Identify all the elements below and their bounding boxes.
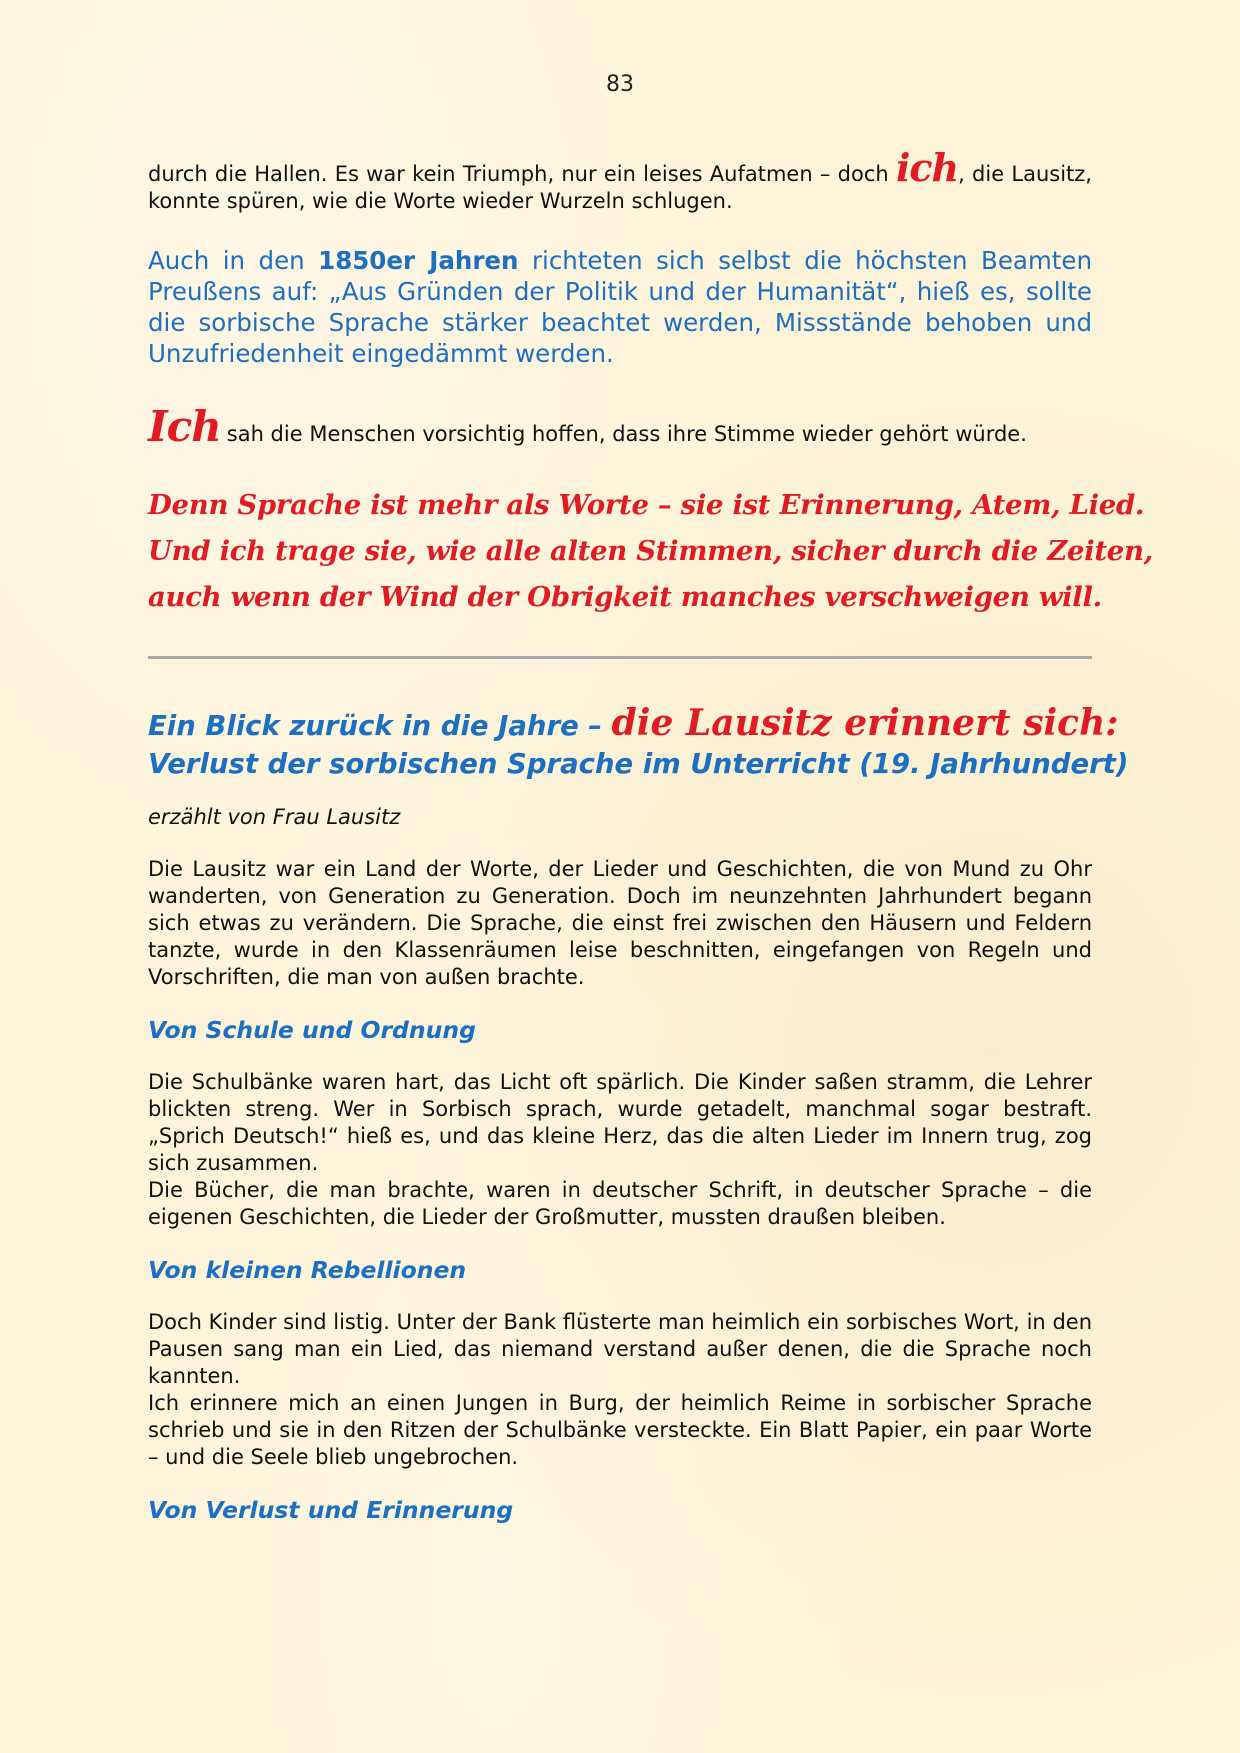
section-title-schule: Von Schule und Ordnung xyxy=(148,1016,476,1044)
section-title-verlust: Von Verlust und Erinnerung xyxy=(148,1496,514,1524)
intro-paragraph: Die Lausitz war ein Land der Worte, der Lieder und Geschichten, die von Mund zu Ohr wanderten, von Generation zu Generation. Doch im neunzehnten Jahrhundert begann sich etwas zu verändern. Die Sprache, die einst frei zwischen den Häusern und Feldern tanzte, wurde in den Klassenräumen leise beschnitten, eingefangen von Regeln und Vorschriften, die man von außen brachte. xyxy=(148,857,1092,989)
chapter-heading-prefix: Ein Blick zurück in die Jahre – xyxy=(148,710,612,742)
page-number: 83 xyxy=(606,72,634,97)
paragraph-continuation-text-end: , die Lausitz, konnte spüren, wie die Worte wieder Wurzeln schlugen. xyxy=(148,162,1092,213)
script-quote xyxy=(148,482,1153,620)
section-rebellionen-paragraph-2: Ich erinnere mich an einen Jungen in Burg, der heimlich Reime in sorbischer Sprache schrieb und sie in den Ritzen der Schulbänke versteckte. Ein Blatt Papier, ein paar Worte – und die Seele blieb ungebrochen. xyxy=(148,1391,1092,1469)
section-schule-paragraph-2: Die Bücher, die man brachte, waren in deutscher Schrift, in deutscher Sprache – die eigenen Geschichten, die Lieder der Großmutter, mussten draußen bleiben. xyxy=(148,1178,1092,1229)
paragraph-1850s-end: richteten sich selbst die höchsten Beamten Preußens auf: „Aus Gründen der Politik und der Humanität“, hieß es, sollte die sorbische Sprache stärker beachtet werden, Missstände behoben und Unzufriedenheit eingedämmt werden. xyxy=(148,246,1093,368)
ich-script-capital: Ich xyxy=(148,402,221,451)
section-schule-paragraph-1: Die Schulbänke waren hart, das Licht oft spärlich. Die Kinder saßen stramm, die Lehrer blickten streng. Wer in Sorbisch sprach, wurde getadelt, manchmal sogar bestraft. „Sprich Deutsch!“ hieß es, und das kleine Herz, das die alten Lieder im Innern trug, zog sich zusammen. xyxy=(148,1070,1092,1175)
script-quote-line-2: Und ich trage sie, wie alle alten Stimmen, sicher durch die Zeiten, xyxy=(148,535,1153,567)
script-quote-line-1: Denn Sprache ist mehr als Worte – sie ist Erinnerung, Atem, Lied. xyxy=(148,489,1145,521)
paragraph-1850s xyxy=(148,245,1092,369)
chapter-heading-line-1 xyxy=(148,702,1119,746)
chapter-heading-line-2: Verlust der sorbischen Sprache im Unterricht (19. Jahrhundert) xyxy=(148,748,1129,780)
chapter-heading xyxy=(148,702,1129,782)
section-title-rebellionen: Von kleinen Rebellionen xyxy=(148,1256,467,1284)
byline: erzählt von Frau Lausitz xyxy=(148,805,401,829)
paragraph-continuation xyxy=(148,145,1092,215)
section-rebellionen-paragraph-1: Doch Kinder sind listig. Unter der Bank flüsterte man heimlich ein sorbisches Wort, in den Pausen sang man ein Lied, das niemand verstand außer denen, die die Sprache noch kannten. xyxy=(148,1310,1092,1388)
ich-paragraph xyxy=(148,402,1092,454)
page-content xyxy=(148,145,1153,1525)
paragraph-continuation-text-start: durch die Hallen. Es war kein Triumph, nur ein leises Aufatmen – doch xyxy=(148,162,896,186)
ich-script-word: ich xyxy=(895,145,959,190)
ich-paragraph-text: sah die Menschen vorsichtig hoffen, dass ihre Stimme wieder gehört würde. xyxy=(226,422,1027,446)
paragraph-1850s-start: Auch in den xyxy=(148,246,319,275)
section-divider xyxy=(148,656,1092,659)
paragraph-1850s-bold: 1850er Jahren xyxy=(318,246,519,275)
script-quote-line-3: auch wenn der Wind der Obrigkeit manches verschweigen will. xyxy=(148,581,1102,613)
chapter-heading-script: die Lausitz erinnert sich: xyxy=(611,702,1119,744)
